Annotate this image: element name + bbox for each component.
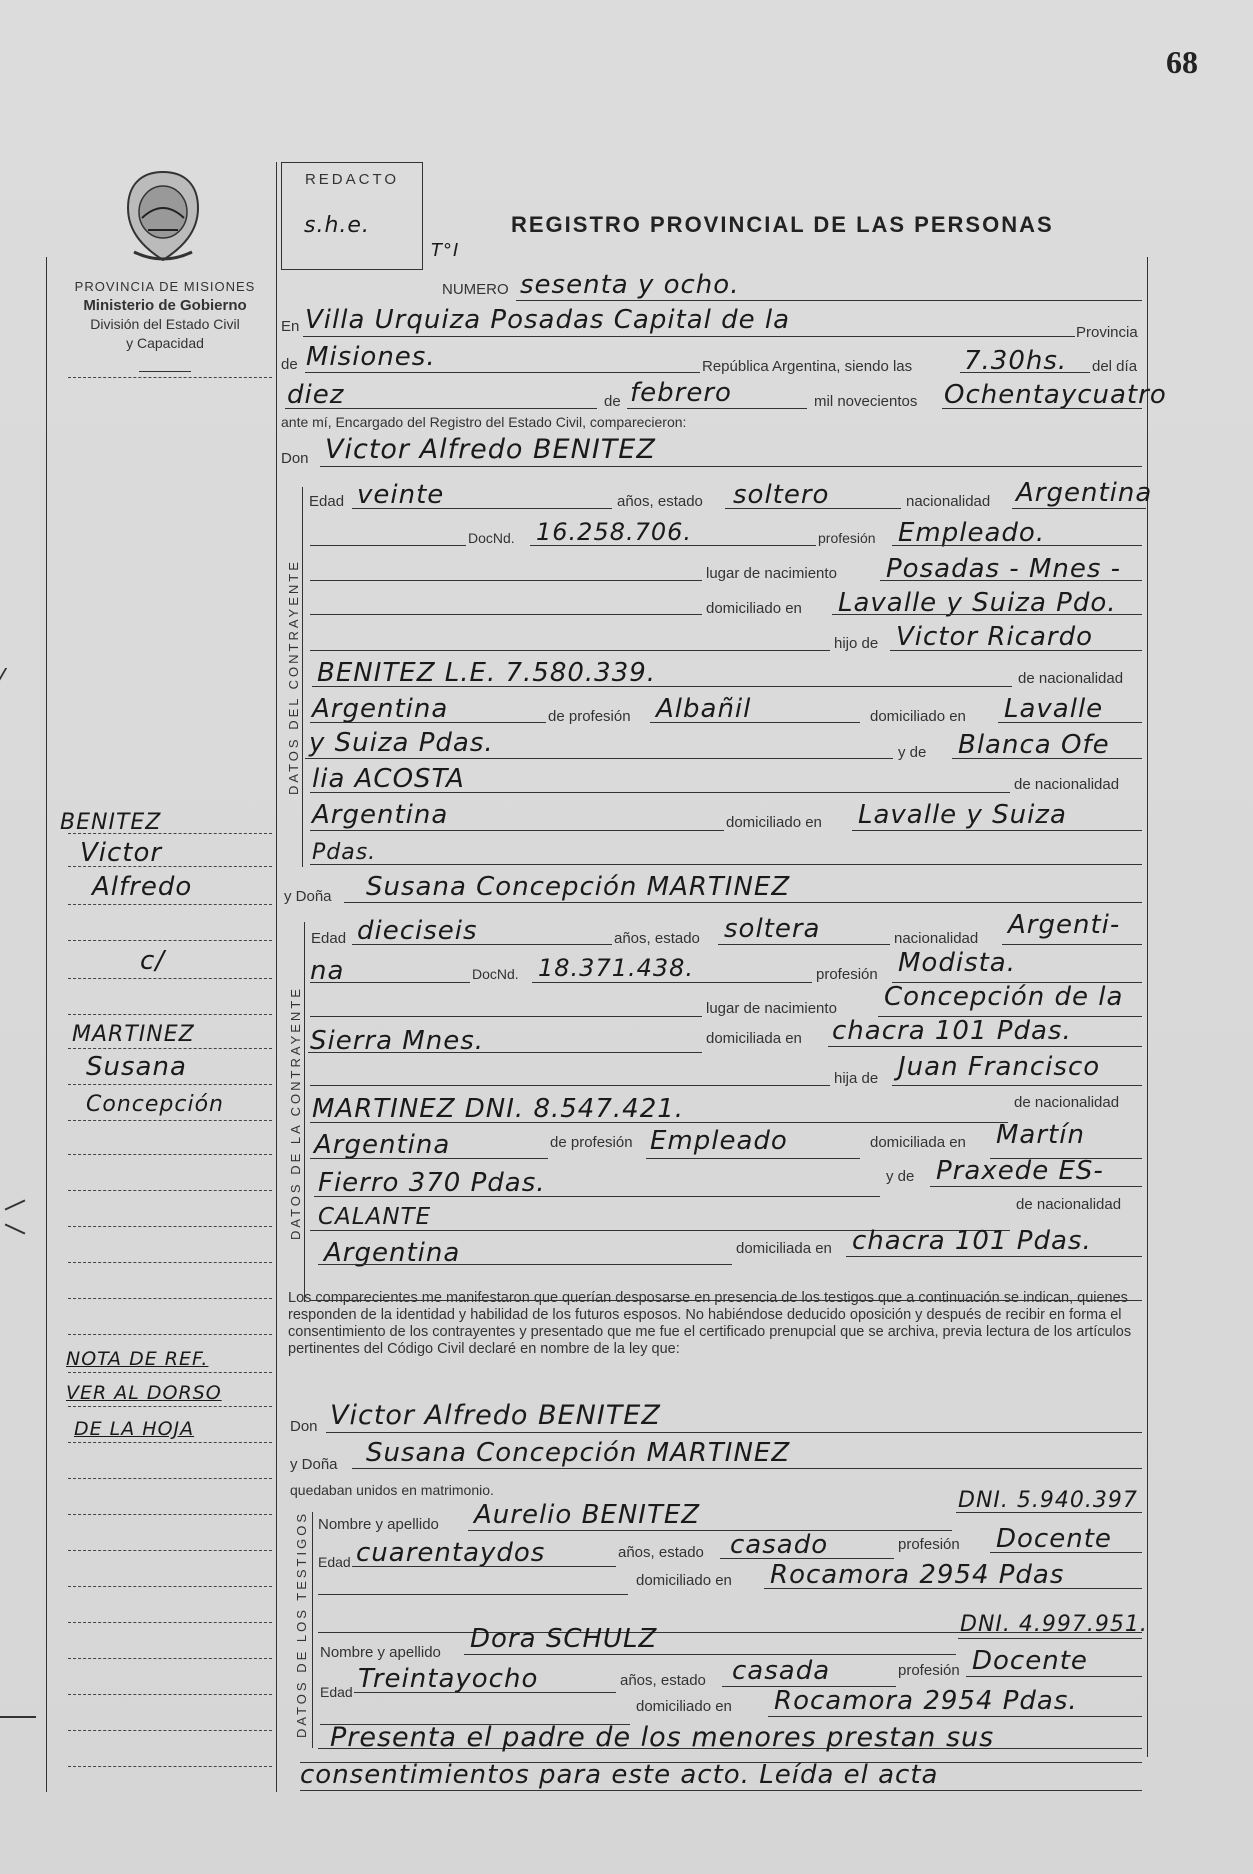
ante-mi: ante mí, Encargado del Registro del Estado Civil, comparecieron: <box>281 414 687 430</box>
c2-estado: soltera <box>724 914 821 944</box>
t1-prof-label: profesión <box>898 1536 960 1553</box>
header-province: PROVINCIA DE MISIONES <box>74 279 256 294</box>
provincial-seal <box>120 168 206 266</box>
t1-nombre-label: Nombre y apellido <box>318 1516 439 1533</box>
provincia-suffix: del día <box>1092 358 1138 375</box>
header-capacity: y Capacidad <box>126 335 204 351</box>
redacto-value: s.h.e. <box>304 213 370 238</box>
c2-madre-dom-label: domiciliada en <box>736 1240 832 1257</box>
union-dona-label: y Doña <box>290 1456 338 1473</box>
c1-profesion: Empleado. <box>898 518 1046 548</box>
t2-anios-label: años, estado <box>620 1672 706 1689</box>
fecha-dia: diez <box>287 380 345 410</box>
margin-tick-1 <box>0 668 21 686</box>
c1-madre-nac-label: de nacionalidad <box>1014 776 1120 793</box>
c2-nacionalidad2: na <box>310 956 345 986</box>
c1-padre1: Victor Ricardo <box>896 622 1093 652</box>
page-number: 68 <box>1166 44 1198 80</box>
margin-tick-3 <box>5 1223 26 1234</box>
provincia-prefix: de <box>281 356 298 373</box>
margin-martinez: MARTINEZ <box>72 1022 195 1047</box>
c1-madre-dom2: Pdas. <box>312 840 377 865</box>
fecha-de: de <box>604 393 621 410</box>
c1-dom-label: domiciliado en <box>706 600 802 617</box>
c2-padre2: MARTINEZ DNI. 8.547.421. <box>312 1094 685 1124</box>
c2-edad: dieciseis <box>357 916 478 946</box>
t1-dni: DNI. 5.940.397 <box>958 1488 1138 1513</box>
c1-madre-nac: Argentina <box>312 800 449 830</box>
c1-prof-label: profesión <box>818 530 876 546</box>
c2-edad-label: Edad <box>311 930 347 947</box>
c1-anios-label: años, estado <box>617 493 703 510</box>
c2-dom-label: domiciliada en <box>706 1030 802 1047</box>
margin-victor: Victor <box>80 838 163 868</box>
contrayente1-section-label: DATOS DEL CONTRAYENTE <box>286 559 301 795</box>
c1-padre-nac-label: de nacionalidad <box>1018 670 1124 687</box>
c2-madre-nac-label: de nacionalidad <box>1016 1196 1122 1213</box>
fecha-anio: Ochentaycuatro <box>944 380 1167 410</box>
c2-madre-dom: chacra 101 Pdas. <box>852 1226 1092 1256</box>
don-label: Don <box>281 450 309 467</box>
header-division: División del Estado Civil <box>90 316 240 332</box>
c2-padre-prof-label: de profesión <box>550 1134 633 1151</box>
t1-edad: cuarentaydos <box>356 1538 546 1568</box>
observacion-line2: consentimientos para este acto. Leída el acta <box>300 1760 939 1790</box>
c1-padre-prof: Albañil <box>656 694 752 724</box>
fecha-mes: febrero <box>630 378 732 408</box>
numero-value: sesenta y ocho. <box>520 270 740 300</box>
c2-madre2: CALANTE <box>318 1204 432 1230</box>
margin-tick-4 <box>0 1716 36 1718</box>
c1-padre-dom-label: domiciliado en <box>870 708 966 725</box>
c2-prof-label: profesión <box>816 966 878 983</box>
c1-lugar-label: lugar de nacimiento <box>706 565 837 582</box>
c1-madre1: Blanca Ofe <box>958 730 1110 760</box>
c2-doc-label: DocNd. <box>472 966 519 982</box>
t2-profesion: Docente <box>972 1646 1088 1676</box>
c2-anios-label: años, estado <box>614 930 700 947</box>
margin-de-la-hoja: DE LA HOJA <box>74 1418 195 1440</box>
t1-anios-label: años, estado <box>618 1544 704 1561</box>
dona-label: y Doña <box>284 888 332 905</box>
numero-label: NUMERO <box>442 281 509 298</box>
contrayente2-nombre: Susana Concepción MARTINEZ <box>366 872 791 902</box>
redacto-box <box>281 162 423 270</box>
testigos-section-label: DATOS DE LOS TESTIGOS <box>294 1511 309 1738</box>
c1-lugar: Posadas - Mnes - <box>886 554 1122 584</box>
provincia-hora: 7.30hs. <box>964 346 1068 376</box>
c1-domicilio: Lavalle y Suiza Pdo. <box>838 588 1117 618</box>
union-quedaban: quedaban unidos en matrimonio. <box>290 1482 494 1498</box>
c2-y-de: y de <box>886 1168 915 1185</box>
observacion-line1: Presenta el padre de los menores prestan sus <box>330 1722 995 1753</box>
union-don-label: Don <box>290 1418 318 1435</box>
t2-edad-label: Edad <box>320 1684 353 1700</box>
c2-nacionalidad1: Argenti- <box>1008 910 1121 940</box>
c1-madre2: lia ACOSTA <box>312 764 465 794</box>
c1-padre-dom2: y Suiza Pdas. <box>309 728 494 758</box>
t2-edad: Treintayocho <box>358 1664 539 1694</box>
c1-doc: 16.258.706. <box>536 518 693 546</box>
union-don: Victor Alfredo BENITEZ <box>330 1400 661 1431</box>
lugar-suffix: Provincia <box>1076 324 1138 341</box>
t2-prof-label: profesión <box>898 1662 960 1679</box>
c1-padre-nac: Argentina <box>312 694 449 724</box>
c2-padre-prof: Empleado <box>650 1126 788 1156</box>
c1-padre2: BENITEZ L.E. 7.580.339. <box>317 658 657 688</box>
margin-alfredo: Alfredo <box>92 872 193 902</box>
header-left <box>60 277 270 372</box>
c2-padre-nac-label: de nacionalidad <box>1014 1094 1120 1111</box>
c1-edad: veinte <box>357 480 445 510</box>
c2-padre-dom1: Martín <box>996 1120 1085 1150</box>
c1-padre-dom1: Lavalle <box>1004 694 1104 724</box>
tomo: T°I <box>431 240 460 261</box>
fecha-mil: mil novecientos <box>814 393 918 410</box>
t1-edad-label: Edad <box>318 1554 351 1570</box>
t2-dom-label: domiciliado en <box>636 1698 732 1715</box>
c1-estado: soltero <box>733 480 830 510</box>
declaration-text: Los comparecientes me manifestaron que querían desposarse en presencia de los testigos que a continuación se indican, quienes responden de la identidad y habilidad de los futuros esposos. No habiéndose deducido oposición y después de recibir en forma el consentimiento de los contrayentes y presentado que me fue el certificado prenupcial que se archiva, previa lectura de los artículos pertinentes del Código Civil declaré en nombre de la ley que: <box>288 1290 1132 1357</box>
c2-lugar1: Concepción de la <box>884 982 1124 1012</box>
margin-susana: Susana <box>86 1052 187 1082</box>
t2-estado: casada <box>732 1656 831 1686</box>
c2-lugar-label: lugar de nacimiento <box>706 1000 837 1017</box>
t1-dom-label: domiciliado en <box>636 1572 732 1589</box>
t1-estado: casado <box>730 1530 829 1560</box>
c1-hijo-label: hijo de <box>834 635 879 652</box>
t1-profesion: Docente <box>996 1524 1112 1554</box>
union-dona: Susana Concepción MARTINEZ <box>366 1438 791 1468</box>
c2-padre-dom2: Fierro 370 Pdas. <box>318 1168 546 1198</box>
c1-padre-prof-label: de profesión <box>548 708 631 725</box>
header-ministry: Ministerio de Gobierno <box>83 297 247 314</box>
c2-lugar2: Sierra Mnes. <box>310 1026 485 1056</box>
c1-madre-dom-label: domiciliado en <box>726 814 822 831</box>
redacto-label: REDACTO <box>304 171 400 188</box>
margin-tick-2 <box>5 1199 26 1210</box>
c2-domicilio: chacra 101 Pdas. <box>832 1016 1072 1046</box>
document-title: REGISTRO PROVINCIAL DE LAS PERSONAS <box>511 212 1054 237</box>
c2-madre1: Praxede ES- <box>936 1156 1104 1186</box>
c1-y-de: y de <box>898 744 927 761</box>
c1-madre-dom1: Lavalle y Suiza <box>858 800 1067 830</box>
t2-dni: DNI. 4.997.951. <box>960 1612 1148 1637</box>
t2-nombre: Dora SCHULZ <box>470 1624 658 1654</box>
c1-nac-label: nacionalidad <box>906 493 991 510</box>
c2-hija-label: hija de <box>834 1070 879 1087</box>
c1-edad-label: Edad <box>309 493 345 510</box>
margin-ver-dorso: VER AL DORSO <box>66 1382 222 1404</box>
c2-padre1: Juan Francisco <box>898 1052 1101 1082</box>
c1-nacionalidad: Argentina <box>1016 478 1153 508</box>
provincia-text: República Argentina, siendo las <box>702 358 913 375</box>
t2-nombre-label: Nombre y apellido <box>320 1644 441 1661</box>
margin-benitez: BENITEZ <box>60 810 162 835</box>
lugar-prefix: En <box>281 318 300 335</box>
c2-profesion: Modista. <box>898 948 1017 978</box>
contrayente1-nombre: Victor Alfredo BENITEZ <box>325 434 656 465</box>
t2-domicilio: Rocamora 2954 Pdas. <box>774 1686 1078 1716</box>
c2-nac-label: nacionalidad <box>894 930 979 947</box>
lugar-value: Villa Urquiza Posadas Capital de la <box>305 305 791 335</box>
t1-domicilio: Rocamora 2954 Pdas <box>770 1560 1065 1590</box>
c1-doc-label: DocNd. <box>468 530 515 546</box>
provincia-value: Misiones. <box>306 342 436 372</box>
t1-nombre: Aurelio BENITEZ <box>474 1500 701 1530</box>
contrayente2-section-label: DATOS DE LA CONTRAYENTE <box>288 986 303 1240</box>
c2-padre-nac: Argentina <box>314 1130 451 1160</box>
margin-nota-ref: NOTA DE REF. <box>66 1348 209 1370</box>
c2-padre-dom-label: domiciliada en <box>870 1134 966 1151</box>
margin-concepcion: Concepción <box>86 1092 224 1117</box>
margin-con: c/ <box>140 946 166 976</box>
c2-doc: 18.371.438. <box>538 954 695 982</box>
c2-madre-nac: Argentina <box>324 1238 461 1268</box>
